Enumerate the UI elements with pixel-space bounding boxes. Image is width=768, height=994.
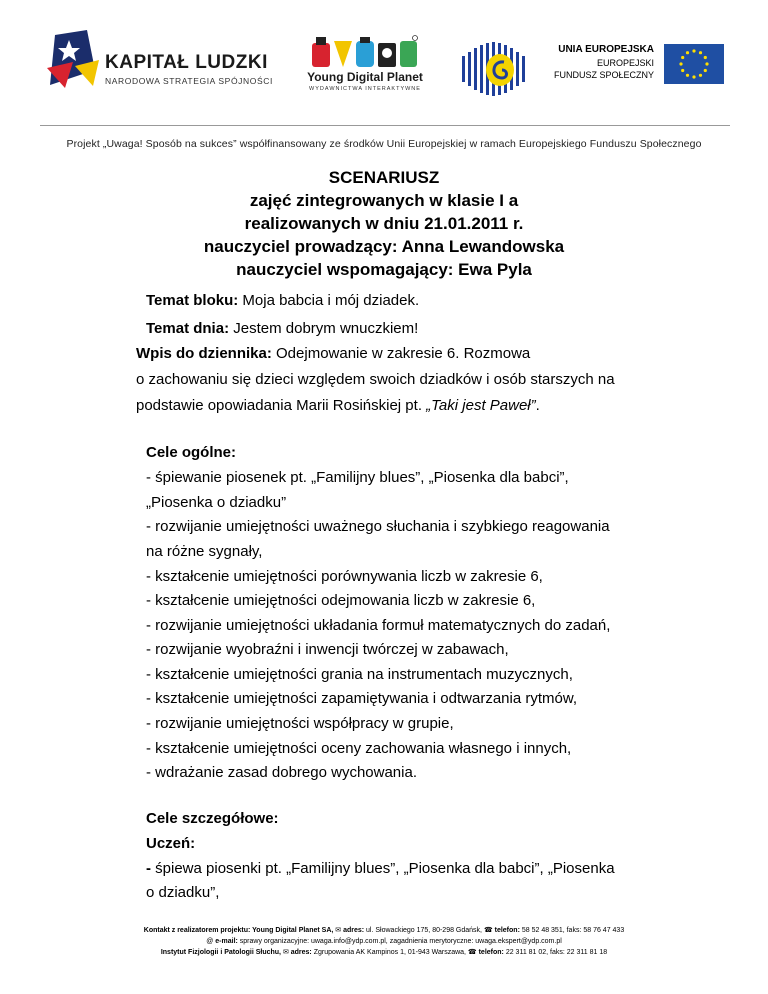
ifps-logo-icon: [460, 38, 528, 98]
title-classes: zajęć zintegrowanych w klasie I a: [249, 191, 519, 210]
footer-line-1: [0, 925, 768, 936]
temat-bloku: [146, 292, 419, 310]
cele-szczegolowe-heading: Cele szczegółowe:: [146, 810, 279, 827]
unia-europejska-logo: [553, 44, 732, 94]
footer-adres2-label: adres:: [290, 949, 312, 956]
item-dash: -: [146, 860, 151, 877]
kapital-ludzki-title: KAPITAŁ LUDZKI: [105, 52, 268, 73]
document-title: [0, 166, 768, 281]
list-item: - kształcenie umiejętności porównywania liczb w zakresie 6,: [146, 568, 543, 585]
kapital-ludzki-mark-icon: [45, 30, 100, 92]
kapital-ludzki-logo: [45, 30, 275, 100]
footer-email-label: e-mail:: [215, 938, 238, 945]
title-lead-teacher: nauczyciel prowadzący: Anna Lewandowska: [203, 237, 565, 256]
footer-adres: ul. Słowackiego 175, 80-298 Gdańsk,: [364, 927, 484, 934]
footer-tel-label: telefon:: [494, 927, 520, 934]
title-date: realizowanych w dniu 21.01.2011 r.: [244, 214, 524, 233]
envelope-icon: ✉: [282, 949, 291, 956]
wpis-label: Wpis do dziennika:: [136, 345, 272, 362]
item-text: śpiewa piosenki pt. „Familijny blues”, „Piosenka dla babci”, „Piosenka: [151, 860, 615, 877]
list-item: - rozwijanie wyobraźni i inwencji twórczej w zabawach,: [146, 641, 509, 658]
footer-line-3: [0, 947, 768, 958]
footer: [0, 925, 768, 958]
wpis-value-3a: podstawie opowiadania Marii Rosińskiej pt.: [136, 397, 427, 414]
ydp-subtitle: WYDAWNICTWA INTERAKTYWNE: [309, 86, 421, 92]
footer-contact-label: Kontakt z realizatorem projektu: Young Digital Planet SA,: [143, 927, 336, 934]
title-assistant-teacher: nauczyciel wspomagający: Ewa Pyla: [236, 260, 532, 279]
footer-adres-label: adres:: [343, 927, 365, 934]
wpis-book-title: „Taki jest Paweł”: [426, 397, 536, 414]
footer-email: sprawy organizacyjne: uwaga.info@ydp.com.pl, zagadnienia merytoryczne: uwaga.ekspert@ydp.com.pl: [237, 938, 562, 945]
wpis-value-1: Odejmowanie w zakresie 6. Rozmowa: [271, 345, 531, 362]
project-funding-line: Projekt „Uwaga! Sposób na sukces” współfinansowany ze środków Unii Europejskiej w ramach Europejskiego Funduszu Społecznego: [66, 138, 702, 150]
ydp-characters-icon: [310, 35, 420, 69]
list-item: - kształcenie umiejętności oceny zachowania własnego i innych,: [146, 740, 572, 757]
list-item: [146, 860, 615, 878]
header-logos: [0, 0, 768, 130]
ue-line3: FUNDUSZ SPOŁECZNY: [553, 70, 654, 80]
list-item: - rozwijanie umiejętności współpracy w grupie,: [146, 715, 454, 732]
temat-dnia: [146, 320, 418, 338]
wpis-value-3c: .: [535, 397, 540, 414]
list-item: - kształcenie umiejętności zapamiętywania i odtwarzania rytmów,: [146, 690, 578, 707]
footer-tel: 58 52 48 351, faks: 58 76 47 433: [519, 927, 625, 934]
footer-tel2: 22 311 81 02, faks: 22 311 81 18: [503, 949, 608, 956]
ydp-title: Young Digital Planet: [307, 70, 423, 84]
at-icon: @: [206, 938, 216, 945]
kapital-ludzki-subtitle: NARODOWA STRATEGIA SPÓJNOŚCI: [105, 76, 273, 86]
list-item: „Piosenka o dziadku”: [146, 494, 287, 511]
list-item: - kształcenie umiejętności odejmowania liczb w zakresie 6,: [146, 592, 536, 609]
header-divider: [40, 125, 730, 126]
young-digital-planet-logo: [300, 35, 430, 95]
uczen-label: Uczeń:: [146, 835, 196, 852]
list-item: - rozwijanie umiejętności układania formuł matematycznych do zadań,: [146, 617, 611, 634]
temat-bloku-label: Temat bloku:: [146, 292, 239, 309]
list-item: - śpiewanie piosenek pt. „Familijny blues”, „Piosenka dla babci”,: [146, 469, 569, 486]
list-item: - wdrażanie zasad dobrego wychowania.: [146, 764, 417, 781]
eu-flag-icon: [664, 44, 724, 84]
phone-icon: ☎: [467, 949, 479, 956]
temat-bloku-value: Moja babcia i mój dziadek.: [238, 292, 420, 309]
cele-ogolne-heading: Cele ogólne:: [146, 444, 237, 461]
temat-dnia-label: Temat dnia:: [146, 320, 230, 337]
ue-title: UNIA EUROPEJSKA: [558, 44, 654, 55]
list-item: na różne sygnały,: [146, 543, 263, 560]
wpis-line-3: [136, 397, 540, 415]
envelope-icon: ✉: [335, 927, 344, 934]
footer-adres2: Zgrupowania AK Kampinos 1, 01-943 Warszawa,: [311, 949, 468, 956]
phone-icon: ☎: [483, 927, 495, 934]
footer-institute-label: Instytut Fizjologii i Patologii Słuchu,: [160, 949, 283, 956]
footer-line-2: [0, 936, 768, 947]
footer-tel2-label: telefon:: [478, 949, 504, 956]
list-item: - kształcenie umiejętności grania na instrumentach muzycznych,: [146, 666, 573, 683]
list-item: - rozwijanie umiejętności uważnego słuchania i szybkiego reagowania: [146, 518, 610, 535]
wpis-value-2: o zachowaniu się dzieci względem swoich dziadków i osób starszych na: [136, 371, 615, 388]
wpis-do-dziennika: [136, 345, 530, 363]
ue-line2: EUROPEJSKI: [596, 58, 654, 68]
temat-dnia-value: Jestem dobrym wnuczkiem!: [229, 320, 419, 337]
list-item: o dziadku”,: [146, 884, 220, 901]
title-scenariusz: SCENARIUSZ: [328, 168, 440, 187]
